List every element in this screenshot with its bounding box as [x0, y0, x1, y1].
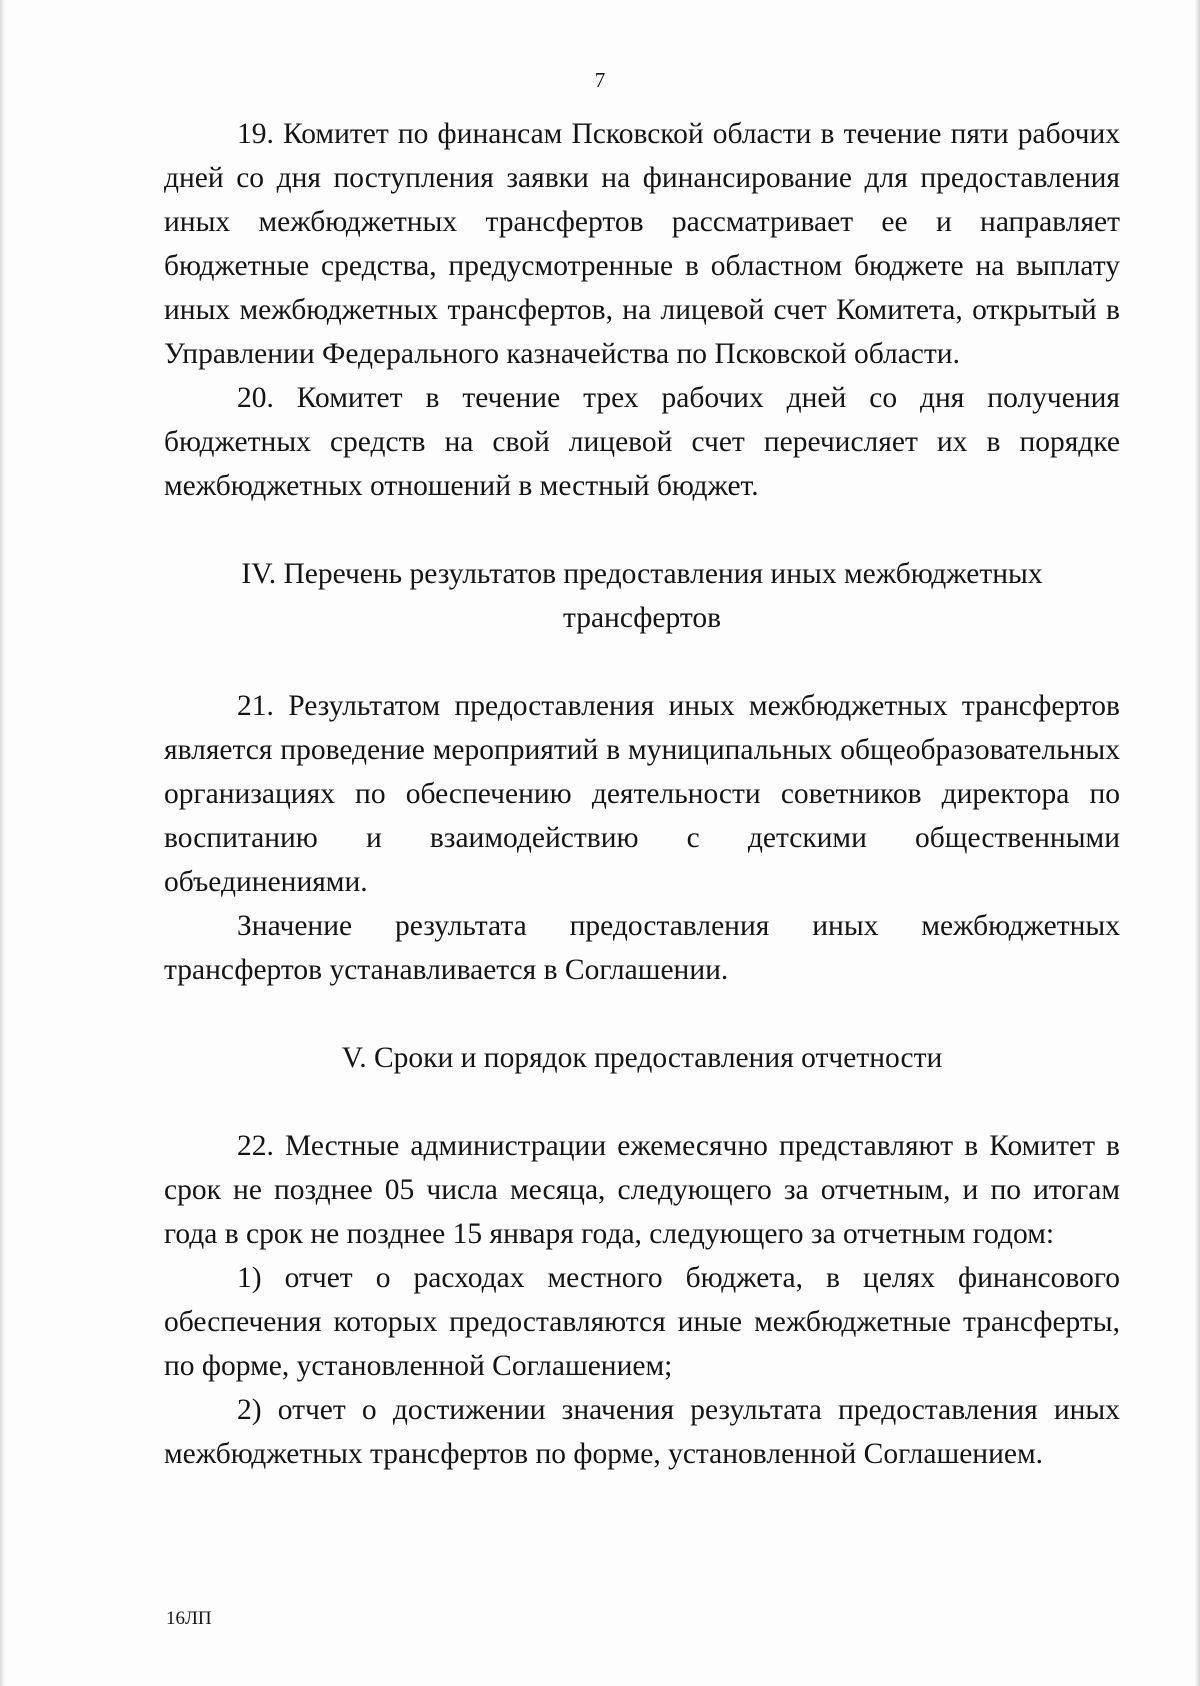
section-heading-iv — [164, 552, 1120, 640]
section-heading-iv-line2: трансфертов — [562, 602, 722, 634]
scan-edge-right — [1194, 0, 1200, 1686]
paragraph-19: 19. Комитет по финансам Псковской области в течение пяти рабочих дней со дня поступления заявки на финансирование для предоставления иных межбюджетных трансфертов рассматривает ее и направляет бюджетные средства, предусмотренные в областном бюджете на выплату иных межбюджетных трансфертов, на лицевой счет Комитета, открытый в Управлении Федерального казначейства по Псковской области. — [164, 118, 1120, 370]
paragraph-22: 22. Местные администрации ежемесячно представляют в Комитет в срок не позднее 05 числа месяца, следующего за отчетным, и по итогам года в срок не позднее 15 января года, следующего за отчетным годом: — [164, 1130, 1120, 1250]
footer-document-code: 16ЛП — [166, 1608, 212, 1629]
section-heading-v-line: V. Сроки и порядок предоставления отчетности — [341, 1042, 943, 1074]
page-number: 7 — [594, 68, 606, 92]
paragraph-22-item-1: 1) отчет о расходах местного бюджета, в целях финансового обеспечения которых предоставляются иные межбюджетные трансферты, по форме, установленной Соглашением; — [164, 1262, 1120, 1382]
scan-edge-left — [0, 0, 6, 1686]
paragraph-22-item-2: 2) отчет о достижении значения результата предоставления иных межбюджетных трансфертов по форме, установленной Соглашением. — [164, 1394, 1120, 1470]
section-heading-iv-line1: IV. Перечень результатов предоставления иных межбюджетных — [241, 558, 1043, 590]
document-body — [164, 112, 1120, 1476]
paragraph-21: 21. Результатом предоставления иных межбюджетных трансфертов является проведение мероприятий в муниципальных общеобразовательных организациях по обеспечению деятельности советников директора по воспитанию и взаимодействию с детскими общественными объединениями. — [164, 690, 1120, 898]
paragraph-21-value: Значение результата предоставления иных межбюджетных трансфертов устанавливается в Соглашении. — [164, 910, 1120, 986]
paragraph-20: 20. Комитет в течение трех рабочих дней со дня получения бюджетных средств на свой лицевой счет перечисляет их в порядке межбюджетных отношений в местный бюджет. — [164, 382, 1120, 502]
section-heading-v — [164, 1036, 1120, 1080]
